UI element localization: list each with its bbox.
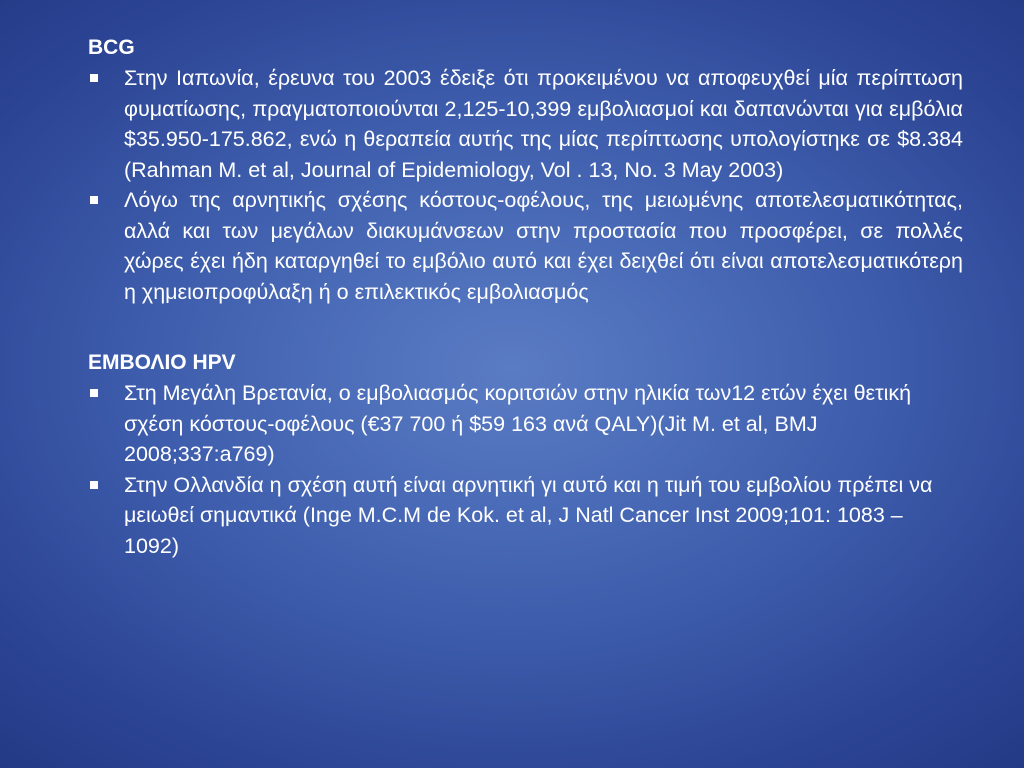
bullet-text: Λόγω της αρνητικής σχέσης κόστους-οφέλους, της μειωμένης αποτελεσματικότητας, αλλά και των μεγάλων διακυμάνσεων στην προστασία που προσφέρει, σε πολλές χώρες έχει ήδη καταργηθεί το εμβόλιο αυτό και έχει δειχθεί ότι είναι αποτελεσματικότερη η χημειοπροφύλαξη ή ο επιλεκτικός εμβολιασμός xyxy=(124,188,963,304)
section-heading-hpv: ΕΜΒΟΛΙΟ HPV xyxy=(88,351,236,374)
square-bullet-icon xyxy=(90,196,98,204)
square-bullet-icon xyxy=(90,74,98,82)
square-bullet-icon xyxy=(90,389,98,397)
bullet-bcg-japan-study xyxy=(88,63,963,185)
bullet-text: Στη Μεγάλη Βρετανία, ο εμβολιασμός κοριτσιών στην ηλικία των12 ετών έχει θετική σχέση κόστους-οφέλους (€37 700 ή $59 163 ανά QALY)(Jit M. et al, BMJ 2008;337:a769) xyxy=(124,381,912,466)
square-bullet-icon xyxy=(90,481,98,489)
slide-content xyxy=(88,32,963,561)
bullet-hpv-netherlands xyxy=(88,470,963,562)
bullet-text: Στην Ιαπωνία, έρευνα του 2003 έδειξε ότι προκειμένου να αποφευχθεί μία περίπτωση φυματίωσης, πραγματοποιούνται 2,125-10,399 εμβολιασμοί και δαπανώνται για εμβόλια $35.950-175.862, ενώ η θεραπεία αυτής της μίας περίπτωσης υπολογίστηκε σε $8.384 (Rahman M. et al, Journal of Epidemiology, Vol . 13, No. 3 May 2003) xyxy=(124,66,963,182)
section-heading-bcg: BCG xyxy=(88,36,135,59)
bullet-hpv-great-britain xyxy=(88,378,963,470)
bullet-text: Στην Ολλανδία η σχέση αυτή είναι αρνητική γι αυτό και η τιμή του εμβολίου πρέπει να μειωθεί σημαντικά (Inge M.C.M de Kok. et al, J Natl Cancer Inst 2009;101: 1083 – 1092) xyxy=(124,472,933,558)
bullet-bcg-negative-cost-benefit xyxy=(88,185,963,307)
